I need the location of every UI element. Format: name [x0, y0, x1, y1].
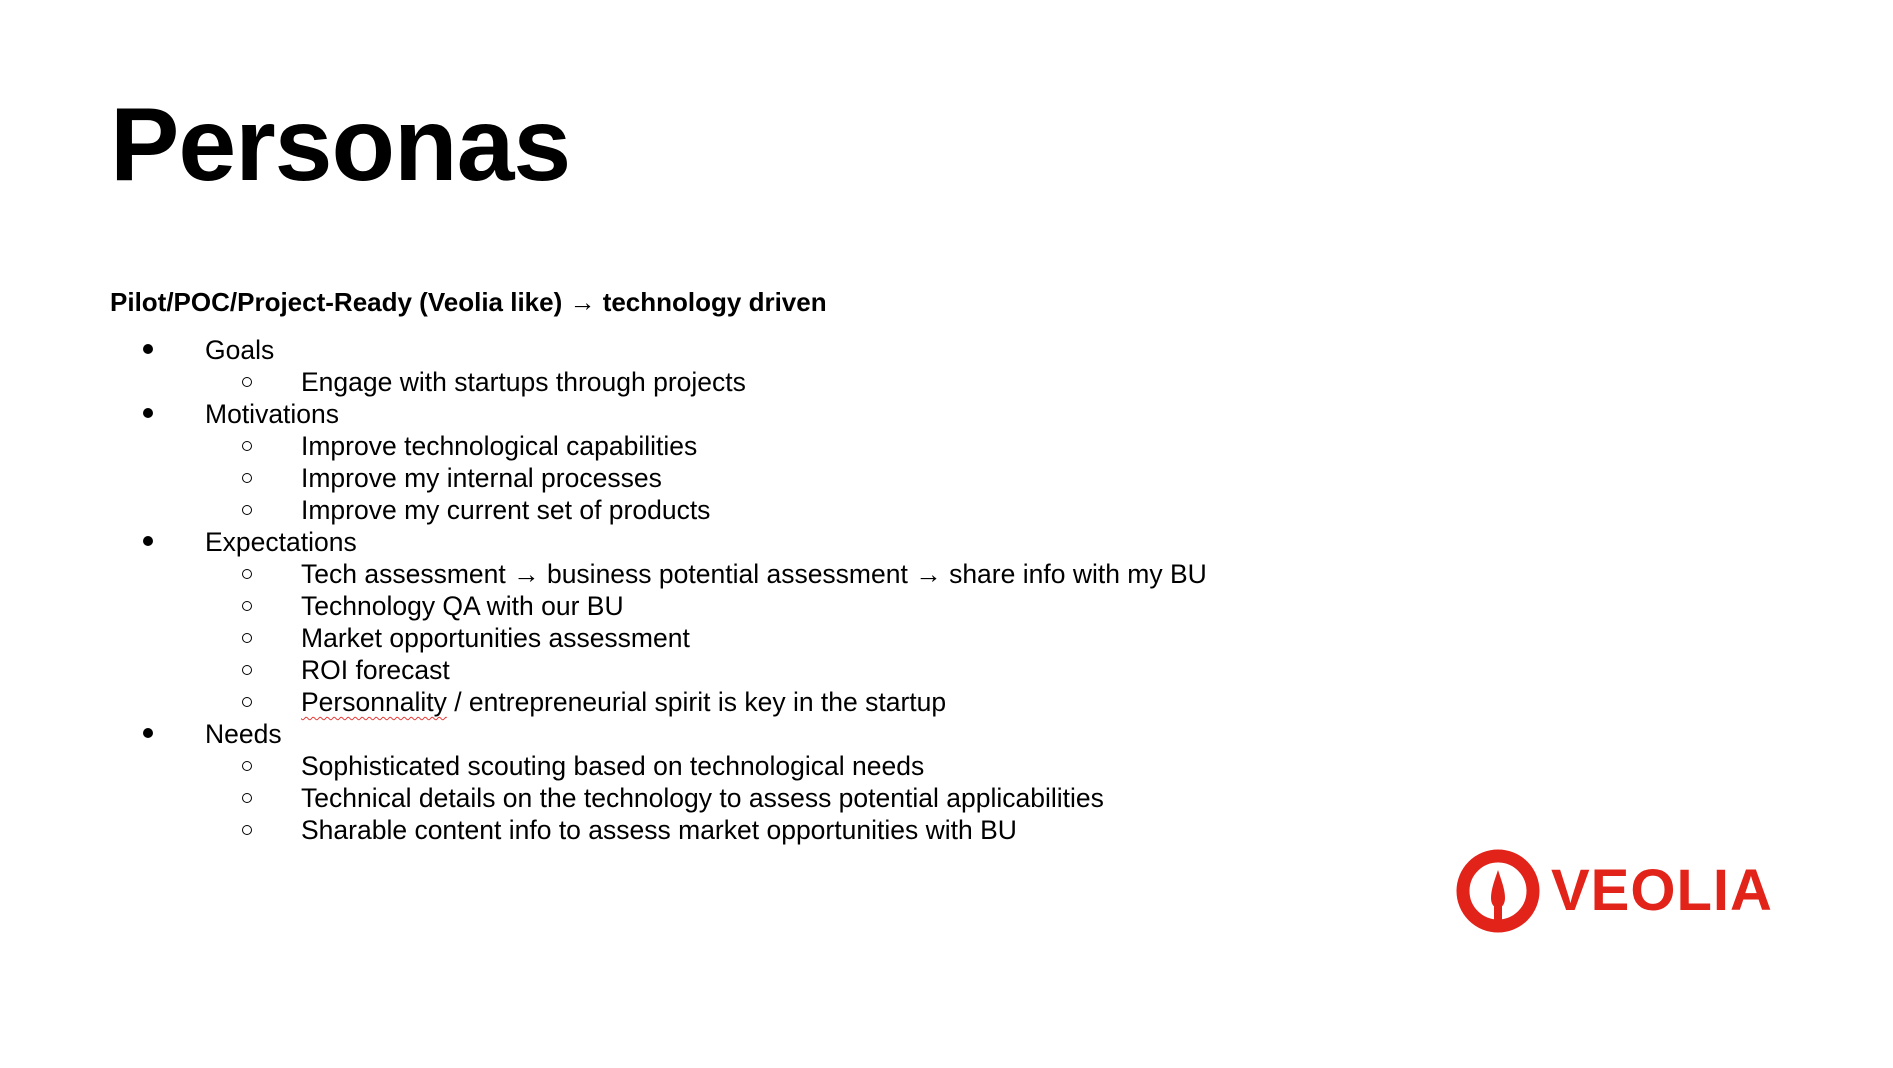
page-title: Personas — [110, 87, 571, 203]
hollow-bullet-icon — [237, 814, 257, 846]
hollow-bullet-icon — [237, 782, 257, 814]
list-item-text: Improve my current set of products — [301, 495, 711, 525]
bullet-icon — [138, 398, 158, 430]
bullet-icon — [138, 526, 158, 558]
hollow-bullet-icon — [237, 558, 257, 590]
persona-heading: Pilot/POC/Project-Ready (Veolia like) → technology driven — [110, 287, 827, 317]
list-item — [0, 654, 1400, 686]
list-item-text: Engage with startups through projects — [301, 367, 746, 397]
section-goals — [0, 334, 1400, 366]
list-item-text: Market opportunities assessment — [301, 623, 690, 653]
section-label: Motivations — [205, 399, 340, 429]
hollow-bullet-icon — [237, 462, 257, 494]
list-item — [0, 622, 1400, 654]
bullet-icon — [138, 718, 158, 750]
list-item-text: Technical details on the technology to assess potential applicabilities — [301, 783, 1104, 813]
list-item — [0, 782, 1400, 814]
list-item — [0, 814, 1400, 846]
hollow-bullet-icon — [237, 686, 257, 718]
hollow-bullet-icon — [237, 430, 257, 462]
list-item-text: ROI forecast — [301, 655, 450, 685]
list-item-text: Improve technological capabilities — [301, 431, 698, 461]
section-label: Goals — [205, 335, 275, 365]
section-label: Needs — [205, 719, 282, 749]
hollow-bullet-icon — [237, 654, 257, 686]
list-item-text: Technology QA with our BU — [301, 591, 624, 621]
list-item-text — [301, 686, 946, 718]
list-item — [0, 590, 1400, 622]
hollow-bullet-icon — [237, 750, 257, 782]
section-motivations — [0, 398, 1400, 430]
veolia-logo — [1455, 848, 1773, 934]
list-item — [0, 366, 1400, 398]
list-item — [0, 686, 1400, 718]
hollow-bullet-icon — [237, 366, 257, 398]
list-item-text: Sharable content info to assess market opportunities with BU — [301, 815, 1017, 845]
hollow-bullet-icon — [237, 494, 257, 526]
spellcheck-flagged-word[interactable]: Personnality — [301, 687, 447, 717]
bullet-icon — [138, 334, 158, 366]
section-label: Expectations — [205, 527, 357, 557]
persona-outline — [0, 334, 1400, 846]
list-item-text: Sophisticated scouting based on technological needs — [301, 751, 925, 781]
hollow-bullet-icon — [237, 622, 257, 654]
list-item — [0, 558, 1400, 590]
list-item-text: Improve my internal processes — [301, 463, 662, 493]
list-item — [0, 750, 1400, 782]
list-item-text-rest: / entrepreneurial spirit is key in the startup — [446, 687, 947, 717]
list-item-text: Tech assessment → business potential assessment → share info with my BU — [301, 559, 1207, 589]
list-item — [0, 462, 1400, 494]
hollow-bullet-icon — [237, 590, 257, 622]
veolia-drop-icon — [1455, 848, 1541, 934]
section-expectations — [0, 526, 1400, 558]
list-item — [0, 430, 1400, 462]
section-needs — [0, 718, 1400, 750]
veolia-wordmark: VEOLIA — [1551, 858, 1773, 923]
list-item — [0, 494, 1400, 526]
